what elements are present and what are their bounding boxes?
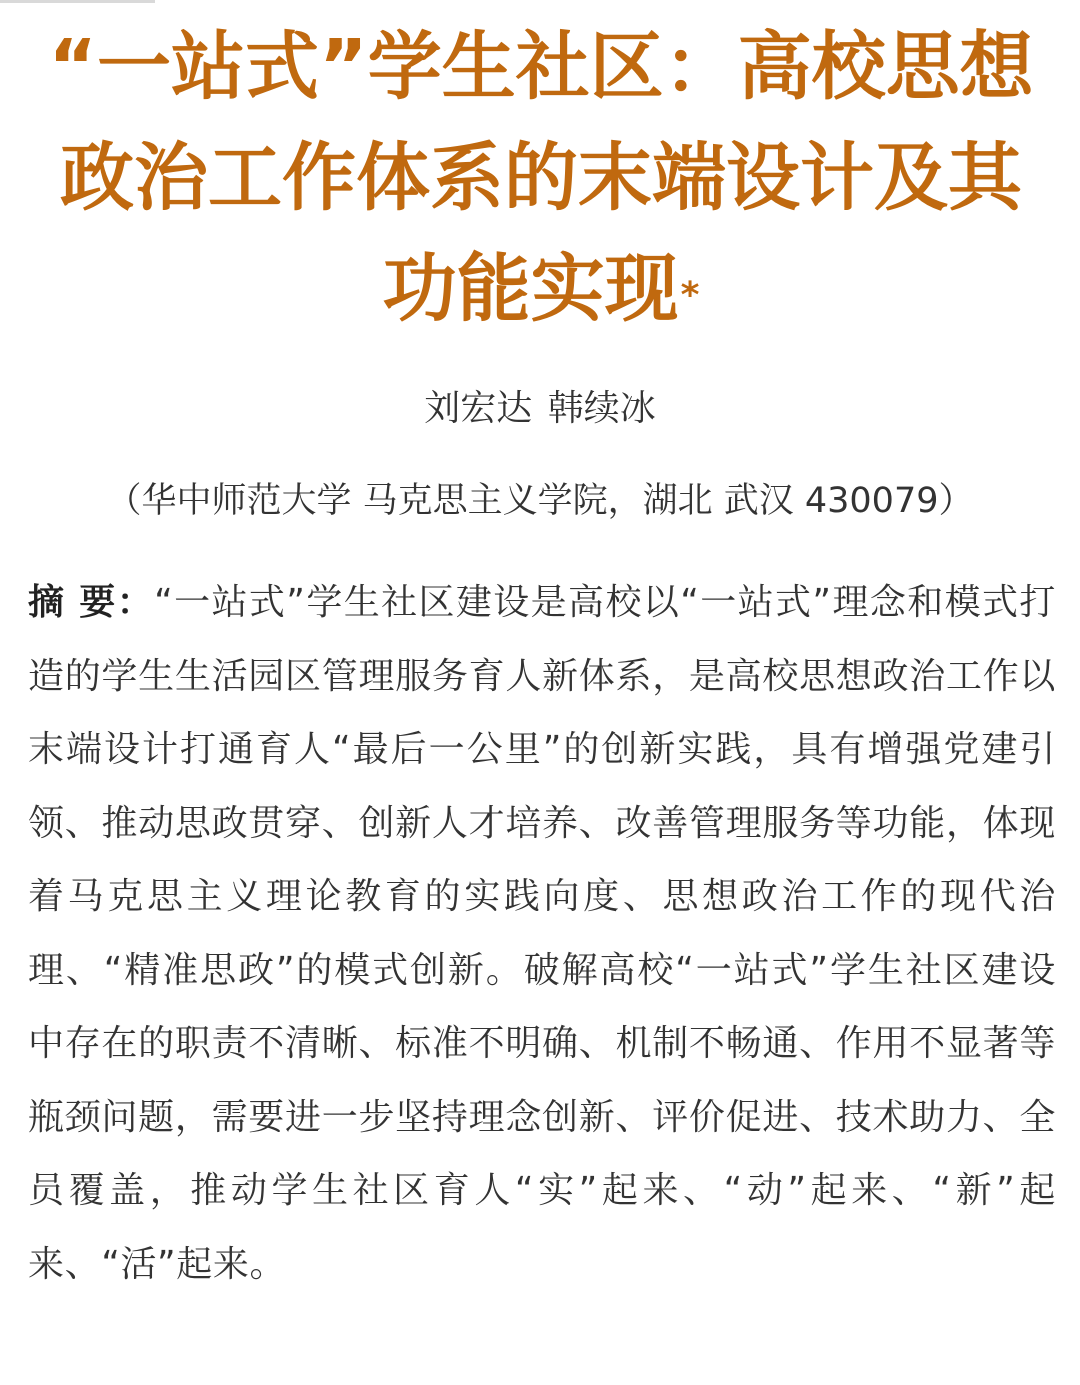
abstract-label: 摘 要： — [28, 582, 155, 623]
abstract — [28, 566, 1056, 1301]
author-affiliation: （华中师范大学 马克思主义学院，湖北 武汉 430079） — [106, 481, 974, 521]
article-title-text: “一站式”学生社区：高校思想政治工作体系的末端设计及其功能实现 — [48, 24, 1034, 332]
abstract-text: “一站式”学生社区建设是高校以“一站式”理念和模式打造的学生生活园区管理服务育人新体系，是高校思想政治工作以末端设计打通育人“最后一公里”的创新实践，具有增强党建引领、推动思政贯穿、创新人才培养、改善管理服务等功能，体现着马克思主义理论教育的实践向度、思想政治工作的现代治理、“精准思政”的模式创新。破解高校“一站式”学生社区建设中存在的职责不清晰、标准不明确、机制不畅通、作用不显著等瓶颈问题，需要进一步坚持理念创新、评价促进、技术助力、全员覆盖，推动学生社区育人“实”起来、“动”起来、“新”起来、“活”起来。 — [28, 582, 1057, 1285]
top-divider — [0, 0, 155, 3]
article-authors: 刘宏达 韩续冰 — [424, 388, 656, 429]
article-title — [30, 12, 1052, 345]
footnote-mark: * — [680, 275, 700, 316]
